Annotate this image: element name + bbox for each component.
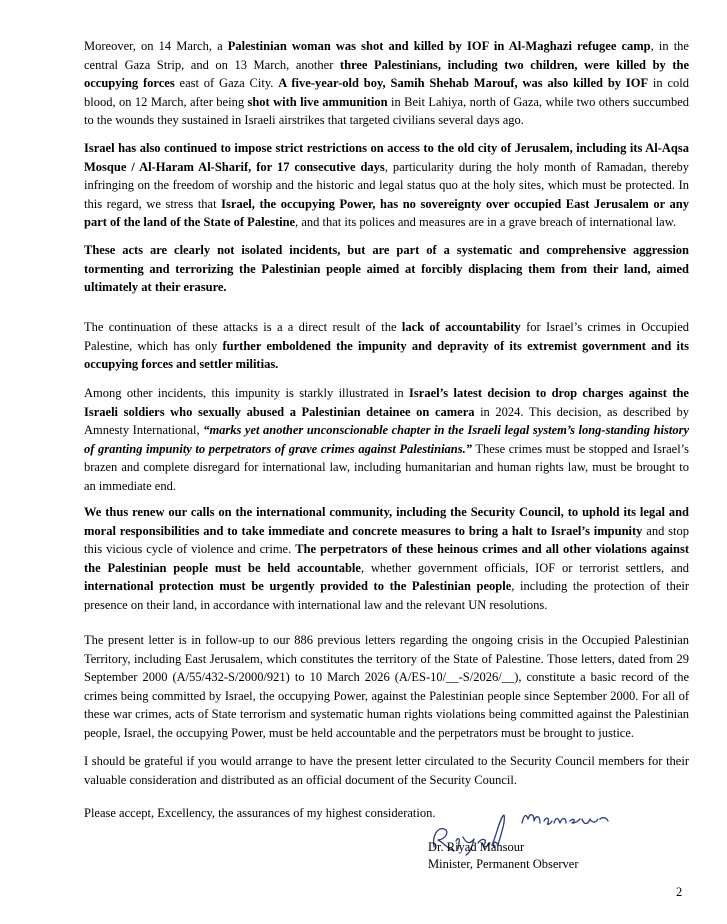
paragraph-text-run: , including the protection of their presence on their land, in accordance with international law and the relevant UN resolutions. — [84, 579, 690, 612]
paragraph-circulation-request — [84, 752, 689, 789]
paragraph-text-run: Israel has also continued to impose strict restrictions on access to the old city of Jerusalem, including its Al-Aqsa Mosque / Al-Haram Al-Sharif, for 17 consecutive days — [84, 141, 689, 174]
paragraph-lack-of-accountability — [84, 318, 689, 374]
paragraph-text-run: in Beit Lahiya, north of Gaza, while two others succumbed to the wounds they sustained in Israeli airstrikes that targeted civilians several days ago. — [84, 94, 690, 128]
paragraph-jerusalem-restrictions — [84, 139, 689, 232]
paragraph-text-run: three Palestinians, including two children, were killed by the occupying forces — [84, 57, 689, 91]
paragraph-text-run: for Israel’s crimes in Occupied Palestine, which has only — [84, 320, 689, 353]
paragraph-text-run: “marks yet another unconscionable chapter in the Israeli legal system’s long-standing history of granting impunity to perpetrators of grave crimes against Palestinians.” — [84, 423, 689, 456]
paragraph-text-run: , whether government officials, IOF or terrorist settlers, and — [360, 560, 689, 575]
paragraph-text-run: shot with live ammunition — [247, 94, 388, 109]
paragraph-text-run: , and that its polices and measures are in a grave breach of international law. — [295, 215, 677, 230]
paragraph-text-run: Please accept, Excellency, the assurances of my highest consideration. — [84, 806, 436, 820]
paragraph-text-run: lack of accountability — [401, 320, 521, 334]
paragraph-text-run: Palestinian woman was shot and killed by IOF in Al-Maghazi refugee camp — [227, 39, 651, 53]
paragraph-text-run: , in the central Gaza Strip, and on 13 March, another — [84, 39, 689, 72]
signer-title: Minister, Permanent Observer — [428, 857, 579, 871]
paragraph-text-run: and stop this vicious cycle of violence and crime. — [84, 523, 689, 557]
signer-name: Dr. Riyad Mansour — [428, 840, 525, 854]
paragraph-text-run: The continuation of these attacks is a a direct result of the — [84, 320, 402, 334]
paragraph-systematic-aggression — [84, 241, 689, 297]
paragraph-text-run: The present letter is in follow-up to our 886 previous letters regarding the ongoing crisis in the Occupied Palestinian Territory, including East Jerusalem, which constitutes the territory of the State of Palestine. Those letters, dated from 29 September 2000 (A/55/432-S/2000/921) to 10 March 2026 (A/ES-10/__-S/2026/__), constitute a basic record of the crimes being committed by Israel, the occupying Power, against the Palestinian people since September 2000. For all of these war crimes, acts of State terrorism and systematic human rights violations being committed against the Palestinian people, Israel, the occupying Power, must be held accountable and the perpetrators must be brought to justice. — [84, 633, 689, 740]
paragraph-text-run: Among other incidents, this impunity is starkly illustrated in — [84, 386, 410, 400]
paragraph-text-run: east of Gaza City. — [174, 76, 279, 91]
paragraph-text-run: These acts are clearly not isolated incidents, but are part of a systematic and comprehensive aggression tormenting and terrorizing the Palestinian people aimed at forcibly displacing them from their land, aimed ultimately at their erasure. — [84, 243, 689, 295]
paragraph-impunity-example — [84, 384, 689, 496]
paragraph-text-run: Moreover, on 14 March, a — [84, 39, 228, 53]
paragraph-text-run: international protection must be urgently provided to the Palestinian people — [84, 579, 512, 594]
paragraph-gaza-killings — [84, 37, 689, 130]
paragraph-text-run: in cold blood, on 12 March, after being — [84, 76, 689, 109]
paragraph-text-run: These crimes must be stopped and Israel’s brazen and complete disregard for international law, including humanitarian and human rights law, must be brought to an immediate end. — [84, 441, 690, 493]
paragraph-previous-letters — [84, 631, 689, 743]
paragraph-text-run: Israel’s latest decision to drop charges against the Israeli soldiers who sexually abused a Palestinian detainee on camera — [84, 386, 689, 419]
paragraph-text-run: further emboldened the impunity and depravity of its extremist government and its occupying forces and settler militias. — [84, 338, 689, 372]
paragraph-text-run: I should be grateful if you would arrange to have the present letter circulated to the Security Council members for their valuable consideration and distributed as an official document of the Security Council. — [84, 754, 689, 787]
paragraph-text-run: A five-year-old boy, Samih Shehab Marouf, was also killed by IOF — [278, 76, 649, 91]
paragraph-text-run: in 2024. This decision, as described by Amnesty International, — [84, 404, 689, 438]
page-number: 2 — [676, 885, 683, 899]
paragraph-text-run: We thus renew our calls on the international community, including the Security Council, to uphold its legal and moral responsibilities and to take immediate and concrete measures to bring a halt to Israel’s impunity — [84, 505, 689, 538]
paragraph-call-to-action — [84, 503, 689, 615]
paragraph-text-run: The perpetrators of these heinous crimes and all other violations against the Palestinian people must be held accountable — [84, 542, 689, 575]
paragraph-text-run: , particularity during the holy month of Ramadan, thereby infringing on the freedom of worship and the historic and legal status quo at the holy sites, which must be protected. In this regard, we stress that — [84, 159, 690, 211]
paragraph-text-run: Israel, the occupying Power, has no sovereignty over occupied East Jerusalem or any part of the land of the State of Palestine — [84, 196, 689, 230]
